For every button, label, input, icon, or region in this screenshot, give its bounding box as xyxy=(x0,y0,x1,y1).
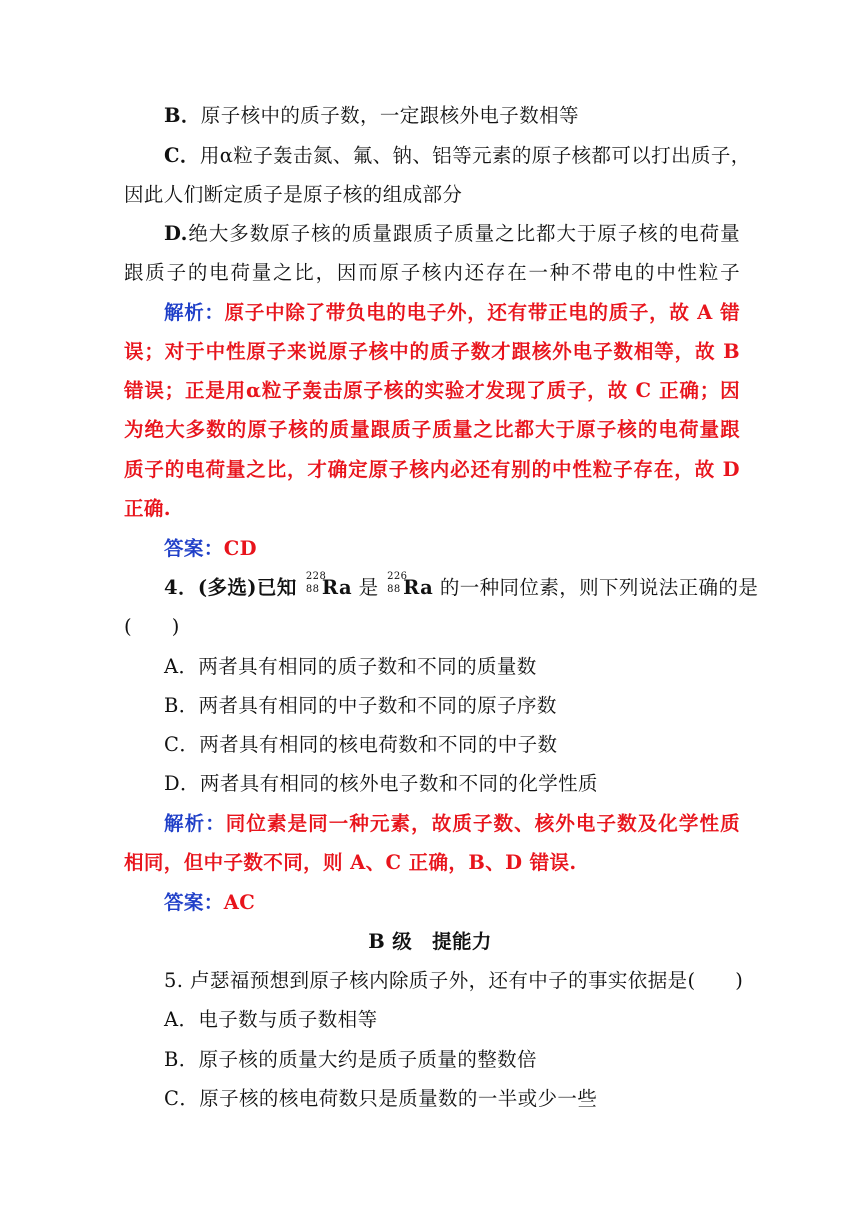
q4-stem-prefix: 4．(多选)已知 xyxy=(164,576,304,599)
q5-option-b: B．原子核的质量大约是质子质量的整数倍 xyxy=(164,1048,537,1071)
atomic-number: 88 xyxy=(305,584,320,595)
option-letter: D. xyxy=(164,222,188,245)
option-letter: B． xyxy=(164,104,201,127)
q5-option-c: C．原子核的核电荷数只是质量数的一半或少一些 xyxy=(164,1087,598,1110)
q3-option-c-line2: 因此人们断定质子是原子核的组成部分 xyxy=(124,183,463,206)
q3-option-d-line1 xyxy=(164,215,740,253)
option-text: 绝大多数原子核的质量跟质子质量之比都大于原子核的电荷量 xyxy=(187,222,740,245)
mass-number: 226 xyxy=(387,571,408,582)
answer-value: CD xyxy=(223,537,257,560)
q3-option-b xyxy=(164,97,740,135)
answer-label: 答案： xyxy=(164,537,224,560)
answer-label: 答案： xyxy=(164,891,224,914)
q4-stem-mid: 是 xyxy=(352,576,386,599)
q4-analysis-line1 xyxy=(164,805,740,843)
option-text: 原子核中的质子数，一定跟核外电子数相等 xyxy=(200,104,579,127)
analysis-text: 原子中除了带负电的电子外，还有带正电的质子，故 A 错 xyxy=(224,301,741,324)
mass-number: 228 xyxy=(305,571,327,582)
analysis-text: 同位素是同一种元素，故质子数、核外电子数及化学性质 xyxy=(225,812,740,835)
answer-value: AC xyxy=(223,891,256,914)
q4-option-c: C．两者具有相同的核电荷数和不同的中子数 xyxy=(164,733,558,756)
q4-option-a: A．两者具有相同的质子数和不同的质量数 xyxy=(164,655,537,678)
q4-analysis-line2: 相同，但中子数不同，则 A、C 正确，B、D 错误. xyxy=(124,851,577,874)
q4-answer xyxy=(164,884,740,922)
q4-option-d: D．两者具有相同的核外电子数和不同的化学性质 xyxy=(164,772,598,795)
element-symbol: Ra xyxy=(403,576,434,599)
q4-stem-suffix: 的一种同位素，则下列说法正确的是 xyxy=(433,576,759,599)
q4-stem xyxy=(164,569,759,607)
q3-analysis-line6: 正确. xyxy=(124,497,171,520)
q4-answer-blank: ( ) xyxy=(124,615,180,638)
section-title: B 级 提能力 xyxy=(368,930,492,953)
q3-analysis-line4: 为绝大多数的原子核的质量跟质子质量之比都大于原子核的电荷量跟 xyxy=(124,418,740,441)
q4-option-b: B．两者具有相同的中子数和不同的原子序数 xyxy=(164,694,557,717)
q3-option-c-line1 xyxy=(164,137,751,175)
q5-option-a: A．电子数与质子数相等 xyxy=(164,1008,378,1031)
option-letter: C． xyxy=(164,144,200,167)
q3-analysis-line5: 质子的电荷量之比，才确定原子核内必还有别的中性粒子存在，故 D xyxy=(124,458,740,481)
element-symbol: Ra xyxy=(321,576,353,599)
isotope-ra-226 xyxy=(385,571,408,596)
q3-analysis-line3: 错误；正是用α粒子轰击原子核的实验才发现了质子，故 C 正确；因 xyxy=(124,379,740,402)
option-text: 用α粒子轰击氮、氟、钠、铝等元素的原子核都可以打出质子， xyxy=(199,144,751,167)
q3-analysis-line1 xyxy=(164,294,740,332)
isotope-ra-228 xyxy=(304,571,327,596)
analysis-label: 解析： xyxy=(164,301,225,324)
q3-answer xyxy=(164,530,740,568)
q5-stem: 5. 卢瑟福预想到原子核内除质子外，还有中子的事实依据是( ) xyxy=(164,969,744,992)
q3-option-d-line2: 跟质子的电荷量之比，因而原子核内还存在一种不带电的中性粒子 xyxy=(124,261,740,284)
q3-analysis-line2: 误；对于中性原子来说原子核中的质子数才跟核外电子数相等，故 B xyxy=(124,340,740,363)
analysis-label: 解析： xyxy=(164,812,226,835)
atomic-number: 88 xyxy=(387,584,401,595)
